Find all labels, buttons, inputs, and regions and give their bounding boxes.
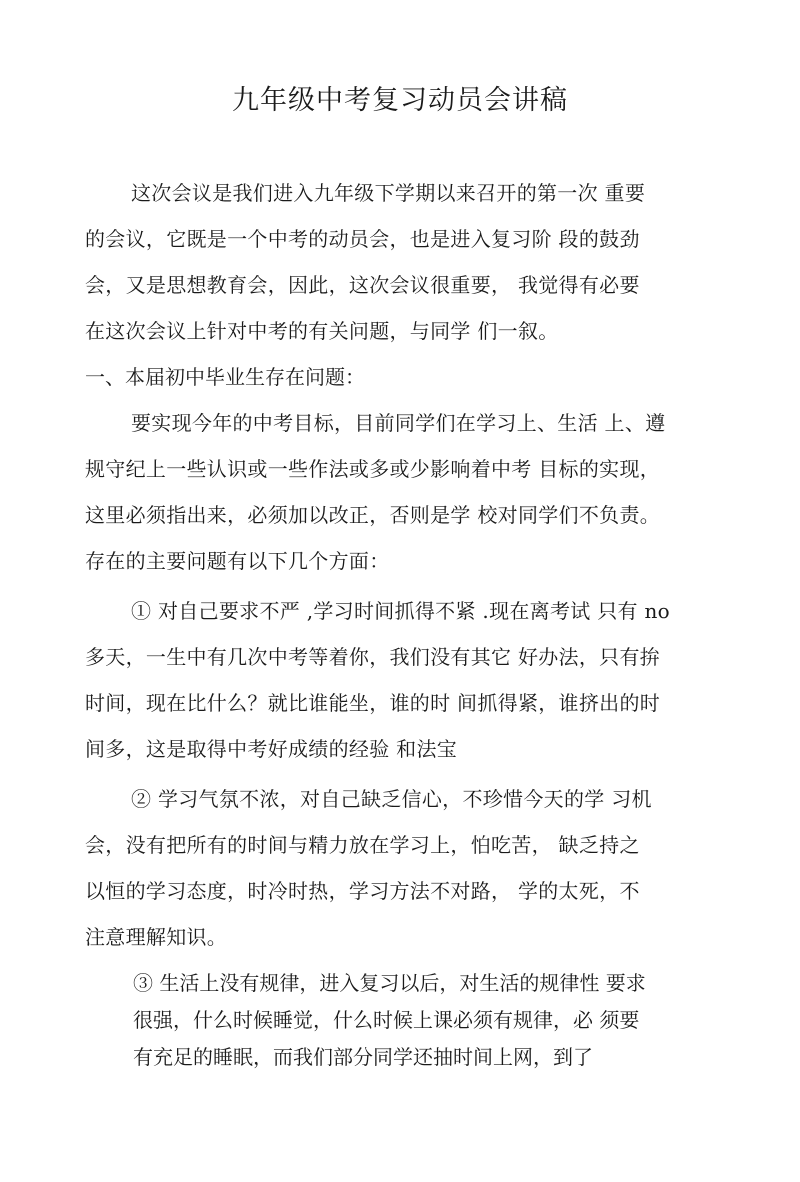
text-line: 会，又是思想教育会，因此，这次会议很重要， 我觉得有必要	[85, 273, 640, 297]
paragraph-intro	[85, 170, 725, 354]
paragraph-item-1	[85, 588, 725, 772]
text-line: 存在的主要问题有以下几个方面：	[85, 549, 390, 573]
text-line: 间多，这是取得中考好成绩的经验 和法宝	[85, 737, 458, 761]
text-line: 这里必须指出来，必须加以改正，否则是学 校对同学们不负责。	[85, 503, 661, 527]
text-line: 规守纪上一些认识或一些作法或多或少影响着中考 目标的实现，	[85, 457, 661, 481]
document-title: 九年级中考复习动员会讲稿	[232, 85, 568, 116]
text-line: 很强，什么时候睡觉，什么时候上课必须有规律，必 须要	[133, 1008, 640, 1032]
text-line: 以恒的学习态度，时冷时热，学习方法不对路， 学的太死，不	[85, 879, 640, 903]
text-line: 会，没有把所有的时间与精力放在学习上，怕吃苦， 缺乏持之	[85, 833, 640, 857]
text-line: 这次会议是我们进入九年级下学期以来召开的第一次 重要	[131, 181, 646, 205]
text-line: 多天，一生中有几次中考等着你，我们没有其它 好办法，只有拚	[85, 645, 661, 669]
paragraph-item-3	[133, 965, 733, 1076]
text-line: 有充足的睡眠，而我们部分同学还抽时间上网，到了	[133, 1045, 593, 1069]
text-line: ② 学习气氛不浓，对自己缺乏信心，不珍惜今天的学 习机	[131, 787, 652, 811]
text-line: 在这次会议上针对中考的有关问题，与同学 们一叙。	[85, 319, 559, 343]
text-line: 的会议，它既是一个中考的动员会，也是进入复习阶 段的鼓劲	[85, 227, 640, 251]
text-line: 时间，现在比什么？就比谁能坐，谁的时 间抓得紧，谁挤出的时	[85, 691, 661, 715]
paragraph-problems	[85, 400, 725, 584]
text-line: ① 对自己要求不严 ,学习时间抓得不紧 .现在离考试 只有 no	[131, 599, 671, 623]
text-line: ③ 生活上没有规律，进入复习以后，对生活的规律性 要求	[133, 971, 646, 995]
section-heading: 一、本届初中毕业生存在问题：	[85, 365, 365, 389]
text-line: 要实现今年的中考目标，目前同学们在学习上、生活 上、遵	[131, 411, 666, 435]
paragraph-item-2	[85, 776, 725, 960]
text-line: 注意理解知识。	[85, 925, 228, 949]
